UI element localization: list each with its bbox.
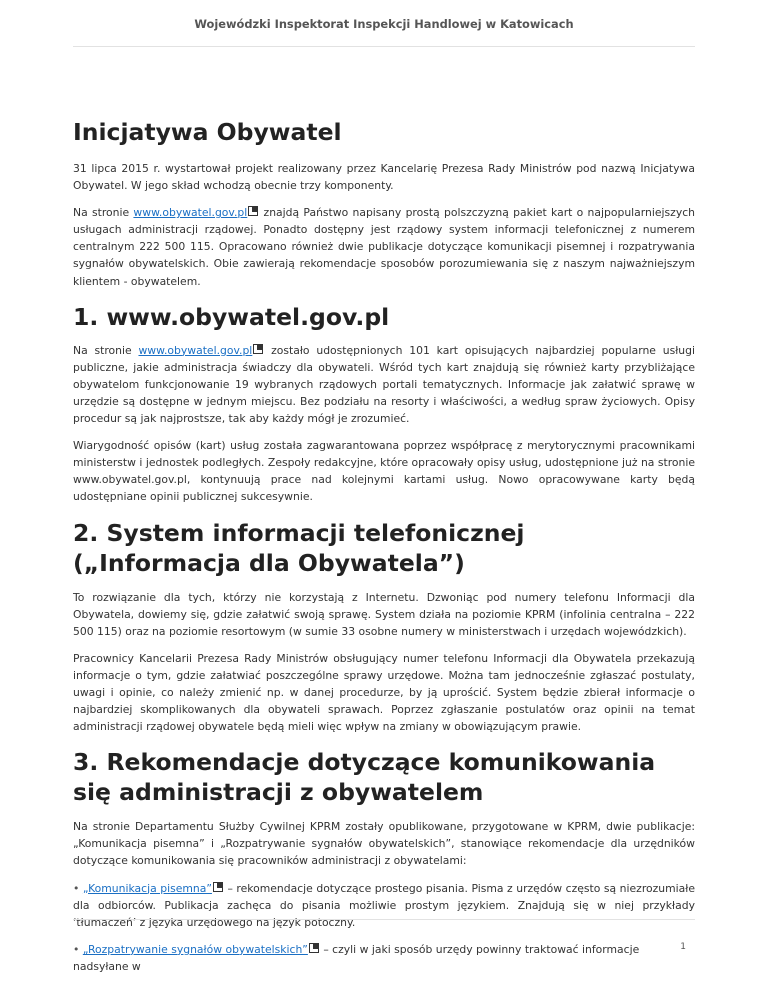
- section-3-paragraph-1: Na stronie Departamentu Służby Cywilnej KPRM zostały opublikowane, przygotowane w KPRM, dwie publikacje: „Komunikacja pisemna” i „Rozpatrywanie sygnałów obywatelskich”, stanowiące rekomendacje dla urzędników dotyczące komunikowania się pracowników administracji z obywatelami:: [73, 820, 695, 868]
- bullet-marker: •: [73, 881, 80, 895]
- obywatel-link-section1[interactable]: www.obywatel.gov.pl: [138, 343, 253, 357]
- document-content: [73, 117, 695, 975]
- rozpatrywanie-sygnalow-link[interactable]: „Rozpatrywanie sygnałów obywatelskich”: [82, 942, 308, 956]
- bullet-marker: •: [73, 942, 80, 956]
- page-number: 1: [680, 942, 686, 952]
- section-1-paragraph-1: Na stronie www.obywatel.gov.pl zostało udostępnionych 101 kart opisujących najbardziej popularne usługi publiczne, jakie administracja świadczy dla obywateli. Wśród tych kart znajdują się również karty przybliżające obywatelom funkcjonowanie 19 wybranych rządowych portali tematycznych. Informacje jak załatwić sprawę w urzędzie są dostępne w jednym miejscu. Bez podziału na resorty i właściwości, a według spraw życiowych. Opisy procedur są jak najprostsze, tak aby każdy mógł je zrozumieć.: [73, 343, 695, 426]
- document-header: [73, 0, 695, 47]
- section-2-paragraph-2: Pracownicy Kancelarii Prezesa Rady Ministrów obsługujący numer telefonu Informacji dla Obywatela przekazują informacje o tym, gdzie załatwiać poszczególne sprawy urzędowe. Można tam jednocześnie zgłaszać postulaty, uwagi i opinie, co należy zmienić np. w danej procedurze, by ją uprościć. System będzie zbierał informacje o najbardziej skomplikowanych dla obywateli sprawach. Poprzez zgłaszanie postulatów oraz opinii na temat administracji rządowej obywatele będą mieli więc wpływ na zmiany w obowiązującym prawie.: [73, 651, 695, 734]
- section-3-bullet-2: • „Rozpatrywanie sygnałów obywatelskich” – czyli w jaki sposób urzędy powinny traktować informacje nadsyłane w: [73, 942, 640, 973]
- section-1-heading: 1. www.obywatel.gov.pl: [73, 302, 390, 331]
- intro-paragraph-2: Na stronie www.obywatel.gov.pl znajdą Państwo napisany prostą polszczyzną pakiet kart o najpopularniejszych usługach administracji rządowej. Ponadto dostępny jest rządowy system informacji telefonicznej z numerem centralnym 222 500 115. Opracowano również dwie publikacje dotyczące komunikacji pisemnej i rozpatrywania sygnałów obywatelskich. Obie zawierają rekomendacje sposobów porozumiewania się z naszym najważniejszym klientem - obywatelem.: [73, 206, 695, 288]
- external-link-icon: [253, 344, 263, 354]
- section-3-heading: 3. Rekomendacje dotyczące komunikowania się administracji z obywatelem: [73, 748, 656, 807]
- intro-paragraph-1: 31 lipca 2015 r. wystartował projekt realizowany przez Kancelarię Prezesa Rady Ministrów pod nazwą Inicjatywa Obywatel. W jego skład wchodzą obecnie trzy komponenty.: [73, 162, 695, 193]
- obywatel-link-intro[interactable]: www.obywatel.gov.pl: [133, 206, 248, 220]
- section-2-heading: 2. System informacji telefonicznej („Informacja dla Obywatela”): [73, 518, 525, 577]
- page-title: Inicjatywa Obywatel: [73, 118, 342, 146]
- footer-divider: [73, 919, 695, 921]
- external-link-icon: [213, 882, 223, 892]
- komunikacja-pisemna-link[interactable]: „Komunikacja pisemna”: [82, 881, 212, 895]
- section-3-bullet-1: • „Komunikacja pisemna” – rekomendacje dotyczące prostego pisania. Pisma z urzędów często są niezrozumiałe dla odbiorców. Publikacja zachęca do pisania możliwie prostym językiem. Znajdują się w niej przykłady ‘tłumaczeń’ z języka urzędowego na język potoczny.: [73, 881, 695, 929]
- section-1-paragraph-2: Wiarygodność opisów (kart) usług została zagwarantowana poprzez współpracę z merytorycznymi pracownikami ministerstw i jednostek podległych. Zespoły redakcyjne, które opracowały opisy usług, udostępnione już na stronie www.obywatel.gov.pl, kontynuują prace nad kolejnymi kartami usług. Nowo opracowywane karty będą udostępniane opinii publicznej sukcesywnie.: [73, 439, 695, 504]
- section-2-paragraph-1: To rozwiązanie dla tych, którzy nie korzystają z Internetu. Dzwoniąc pod numery telefonu Informacji dla Obywatela, dowiemy się, gdzie załatwić swoją sprawę. System działa na poziomie KPRM (infolinia centralna – 222 500 115) oraz na poziomie resortowym (w sumie 33 osobne numery w ministerstwach i urzędach wojewódzkich).: [73, 590, 695, 638]
- header-title: Wojewódzki Inspektorat Inspekcji Handlowej w Katowicach: [194, 17, 574, 31]
- external-link-icon: [309, 943, 319, 953]
- external-link-icon: [248, 206, 258, 216]
